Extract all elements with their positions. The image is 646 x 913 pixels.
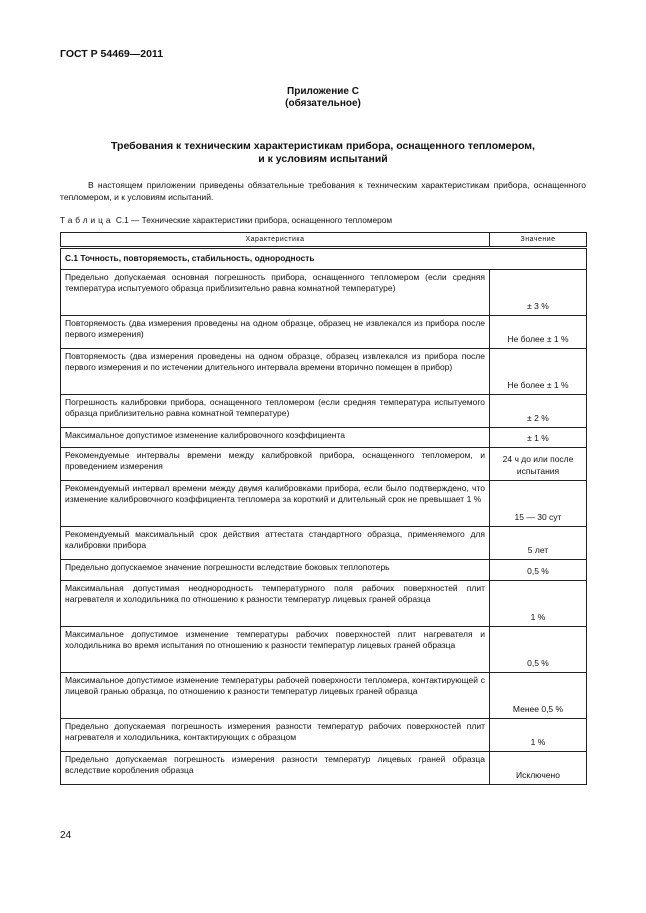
row-value: 0,5 % [490,627,587,673]
row-characteristic: Рекомендуемый максимальный срок действия аттестата стандартного образца, применяемого для калибровки прибора [61,527,490,560]
table-row [61,560,587,581]
row-value: 1 % [490,581,587,627]
row-characteristic: Максимальная допустимая неоднородность температурного поля рабочих поверхностей плит нагревателя и холодильника по отношению к разности температур лицевых граней образца [61,581,490,627]
row-value: 15 — 30 сут [490,481,587,527]
table-caption-number: С.1 — [115,215,140,225]
row-value: ± 1 % [490,428,587,448]
table-row [61,527,587,560]
row-characteristic: Погрешность калибровки прибора, оснащенного тепломером (если средняя температура испытуемого образца приблизительно равна комнатной температуре) [61,395,490,428]
appendix-status: (обязательное) [285,98,361,109]
row-characteristic: Рекомендуемый интервал времени между двумя калибровками прибора, если было подтверждено, что изменение калибровочного коэффициента тепломера за короткий и длительный срок не превышает 1 % [61,481,490,527]
table-row [61,627,587,673]
table-caption [60,215,392,225]
section-title: С.1 Точность, повторяемость, стабильность, однородность [61,248,587,270]
table-row [61,673,587,719]
section-row [61,248,587,270]
row-characteristic: Максимальное допустимое изменение температуры рабочей поверхности тепломера, контактирующей с лицевой гранью образца, по отношению к разности температур лицевых граней образца [61,673,490,719]
row-characteristic: Предельно допускаемая основная погрешность прибора, оснащенного тепломером (если средняя температура испытуемого образца приблизительно равна комнатной температуре) [61,270,490,316]
document-header: ГОСТ Р 54469—2011 [60,48,164,60]
row-characteristic: Максимальное допустимое изменение калибровочного коэффициента [61,428,490,448]
row-value: 24 ч до или после испытания [490,448,587,481]
header-characteristic: Характеристика [61,233,490,248]
row-value: 5 лет [490,527,587,560]
table-row [61,428,587,448]
row-value: 1 % [490,719,587,752]
requirements-title-line1: Требования к техническим характеристикам прибора, оснащенного тепломером, [111,140,535,152]
requirements-title [60,140,586,166]
table-row [61,349,587,395]
table-row [61,581,587,627]
row-characteristic: Максимальное допустимое изменение температуры рабочих поверхностей плит нагревателя и холодильника во время испытания по отношению к разности температур лицевых граней образца [61,627,490,673]
row-value: Менее 0,5 % [490,673,587,719]
row-value: Не более ± 1 % [490,316,587,349]
page-number: 24 [60,830,72,841]
table-row [61,395,587,428]
row-value: Не более ± 1 % [490,349,587,395]
intro-paragraph: В настоящем приложении приведены обязательные требования к техническим характеристикам прибора, оснащенного тепломером, и к условиям испытаний. [60,180,586,202]
table-row [61,752,587,785]
header-value: Значение [490,233,587,248]
row-value: 0,5 % [490,560,587,581]
characteristics-table [60,232,587,785]
table-row [61,719,587,752]
row-value: ± 3 % [490,270,587,316]
requirements-title-line2: и к условиям испытаний [258,153,388,165]
row-characteristic: Рекомендуемые интервалы времени между калибровкой прибора, оснащенного тепломером, и проведением измерения [61,448,490,481]
table-row [61,448,587,481]
table-row [61,481,587,527]
row-characteristic: Повторяемость (два измерения проведены на одном образце, образец извлекался из прибора после первого измерения и по истечении длительного интервала времени вторично помещен в прибор) [61,349,490,395]
table-caption-prefix: Таблица [60,215,114,225]
row-characteristic: Повторяемость (два измерения проведены на одном образце, образец не извлекался из прибора после первого измерения) [61,316,490,349]
row-characteristic: Предельно допускаемая погрешность измерения разности температур рабочих поверхностей плит нагревателя и холодильника, контактирующих с образцом [61,719,490,752]
appendix-title: Приложение С [287,86,359,97]
table-caption-text: Технические характеристики прибора, оснащенного тепломером [141,215,393,225]
row-characteristic: Предельно допускаемое значение погрешности вследствие боковых теплопотерь [61,560,490,581]
row-value: Исключено [490,752,587,785]
table-header-row [61,233,587,248]
table-row [61,270,587,316]
row-characteristic: Предельно допускаемая погрешность измерения разности температур лицевых граней образца вследствие коробления образца [61,752,490,785]
table-row [61,316,587,349]
row-value: ± 2 % [490,395,587,428]
appendix-heading [0,86,646,110]
